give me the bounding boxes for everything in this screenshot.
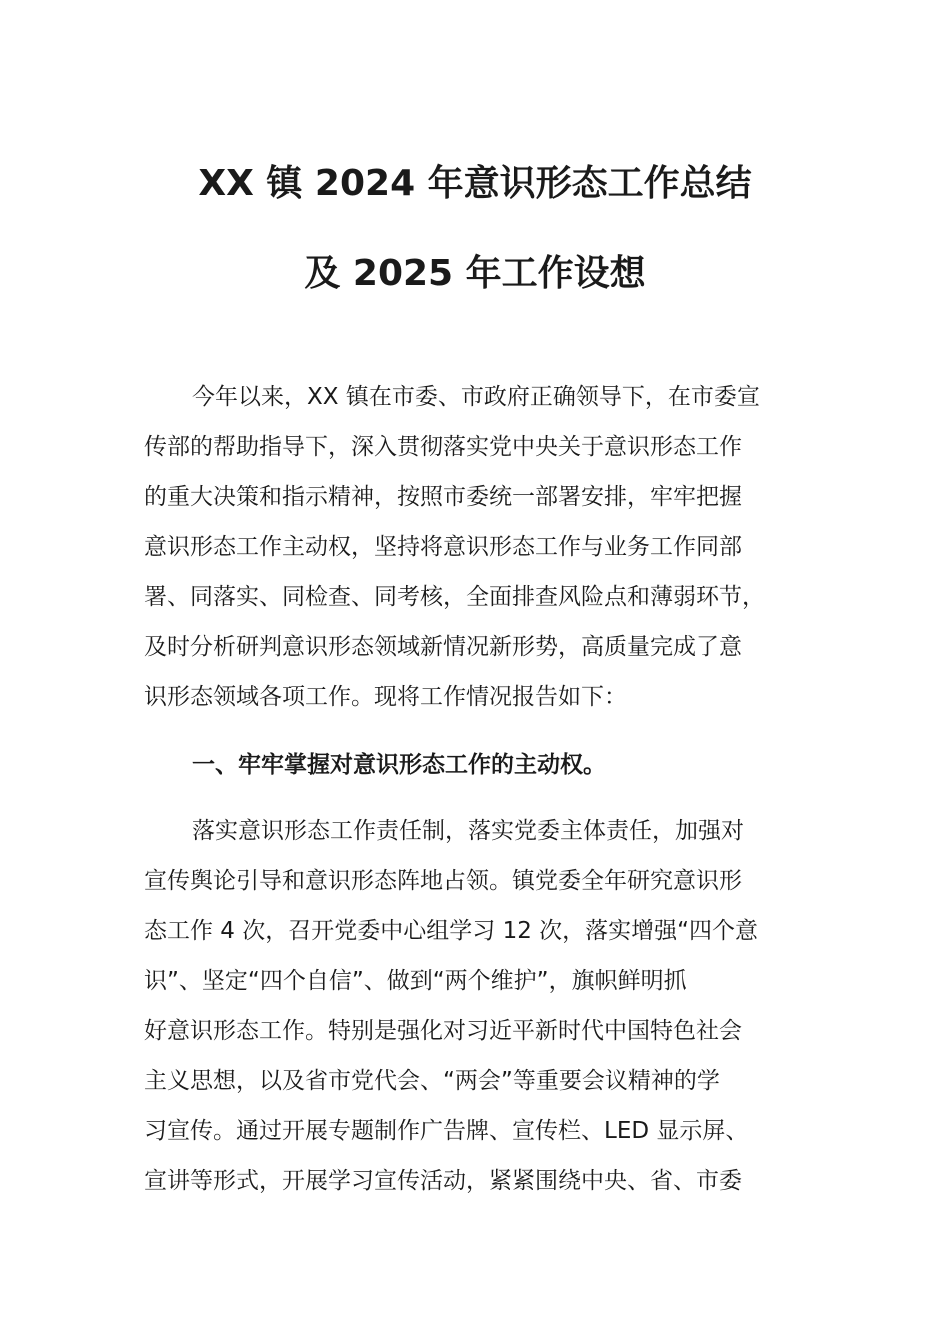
text-line: 意识形态工作主动权，坚持将意识形态工作与业务工作同部 [144, 534, 742, 560]
text-line: 的重大决策和指示精神，按照市委统一部署安排，牢牢把握 [144, 484, 742, 510]
text-line: 态工作 4 次，召开党委中心组学习 12 次，落实增强“四个意 [144, 918, 759, 944]
text-line: 好意识形态工作。特别是强化对习近平新时代中国特色社会 [144, 1018, 742, 1044]
text-line: 主义思想，以及省市党代会、“两会”等重要会议精神的学 [144, 1068, 720, 1094]
section-heading-1: 一、牢牢掌握对意识形态工作的主动权。 [192, 752, 606, 778]
text-line: 落实意识形态工作责任制，落实党委主体责任，加强对 [192, 818, 744, 844]
text-line: 今年以来，XX 镇在市委、市政府正确领导下，在市委宣 [192, 384, 760, 410]
document-title-line-1: XX 镇 2024 年意识形态工作总结 [198, 163, 752, 204]
text-line: 传部的帮助指导下，深入贯彻落实党中央关于意识形态工作 [144, 434, 742, 460]
section-1-paragraph [144, 806, 834, 1206]
text-line: 宣传舆论引导和意识形态阵地占领。镇党委全年研究意识形 [144, 868, 742, 894]
text-line: 识”、坚定“四个自信”、做到“两个维护”，旗帜鲜明抓 [144, 968, 687, 994]
document-title-line-2: 及 2025 年工作设想 [304, 253, 646, 294]
text-line: 及时分析研判意识形态领域新情况新形势，高质量完成了意 [144, 634, 742, 660]
intro-paragraph [144, 372, 834, 722]
text-line: 习宣传。通过开展专题制作广告牌、宣传栏、LED 显示屏、 [144, 1118, 749, 1144]
text-line: 宣讲等形式，开展学习宣传活动，紧紧围绕中央、省、市委 [144, 1168, 742, 1194]
text-line: 署、同落实、同检查、同考核，全面排查风险点和薄弱环节， [144, 584, 765, 610]
text-line: 识形态领域各项工作。现将工作情况报告如下： [144, 684, 627, 710]
